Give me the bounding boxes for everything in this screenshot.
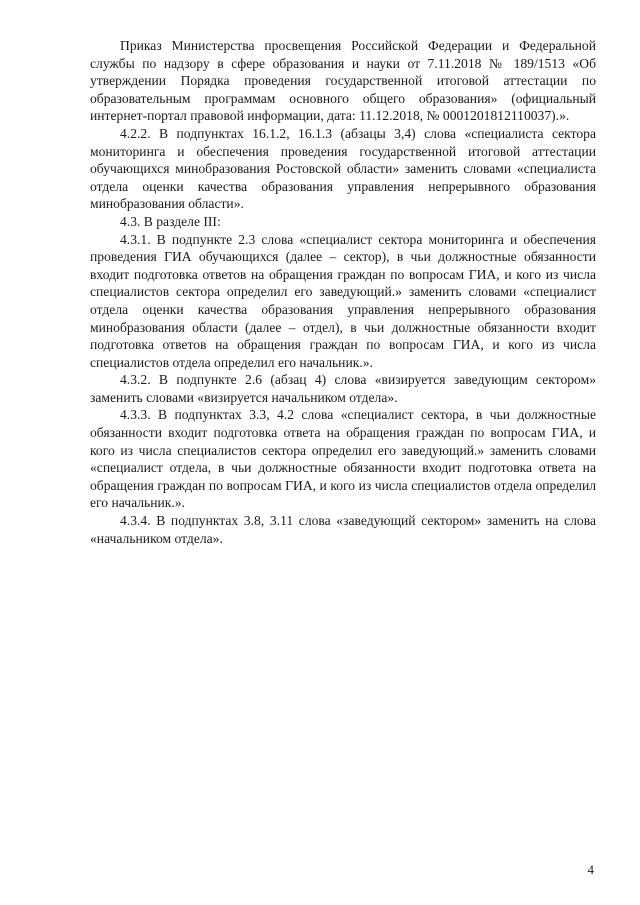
paragraph-4-3-3: 4.3.3. В подпунктах 3.3, 4.2 слова «специалист сектора, в чьи должностные обязанности входит подготовка ответа на обращения граждан по вопросам ГИА, и кого из числа специалистов сектора определил его заведующий.» заменить словами «специалист отдела, в чьи должностные обязанности входит подготовка ответа на обращения граждан по вопросам ГИА, и кого из числа специалистов отдела определил его начальник.». <box>90 407 596 511</box>
paragraph-4-2-2: 4.2.2. В подпунктах 16.1.2, 16.1.3 (абзацы 3,4) слова «специалиста сектора мониторинга и обеспечения проведения государственной итоговой аттестации обучающихся минобразования Ростовской области» заменить словами «специалиста отдела оценки качества образования управления непрерывного образования минобразования области». <box>90 125 596 212</box>
document-body <box>90 37 596 547</box>
paragraph-4-3-2: 4.3.2. В подпункте 2.6 (абзац 4) слова «визируется заведующим сектором» заменить словами «визируется начальником отдела». <box>90 372 596 405</box>
paragraph-4-3-1: 4.3.1. В подпункте 2.3 слова «специалист сектора мониторинга и обеспечения проведения ГИА обучающихся (далее – сектор), в чьи должностные обязанности входит подготовка ответов на обращения граждан по вопросам ГИА, и кого из числа специалистов сектора определил его заведующий.» заменить словами «специалист отдела оценки качества образования управления непрерывного образования минобразования области (далее – отдел), в чьи должностные обязанности входит подготовка ответов на обращения граждан по вопросам ГИА, и кого из числа специалистов отдела определил его начальник.». <box>90 231 596 370</box>
paragraph-4-3-heading: 4.3. В разделе III: <box>120 213 221 229</box>
page-number: 4 <box>587 862 594 877</box>
paragraph-4-3-4: 4.3.4. В подпунктах 3.8, 3.11 слова «заведующий сектором» заменить на слова «начальником отдела». <box>90 513 596 546</box>
paragraph-order-reference: Приказ Министерства просвещения Российской Федерации и Федеральной службы по надзору в сфере образования и науки от 7.11.2018 № 189/1513 «Об утверждении Порядка проведения государственной итоговой аттестации по образовательным программам основного общего образования» (официальный интернет-портал правовой информации, дата: 11.12.2018, № 0001201812110037).». <box>90 38 596 124</box>
